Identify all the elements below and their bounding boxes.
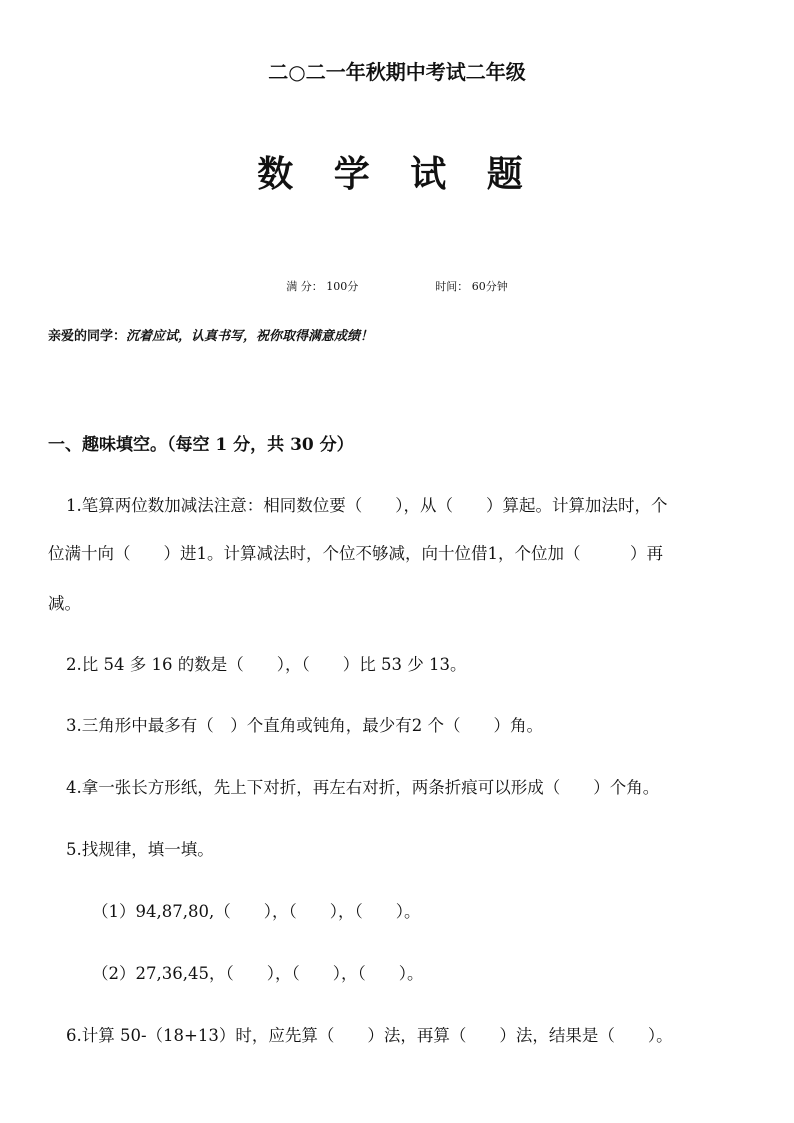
question-line: 1.笔算两位数加减法注意：相同数位要（ ），从（ ）算起。计算加法时，个	[66, 496, 668, 515]
exam-meta	[0, 278, 794, 294]
question-line: 4.拿一张长方形纸，先上下对折，再左右对折，两条折痕可以形成（ ）个角。	[66, 778, 660, 797]
greeting-message: 沉着应试，认真书写，祝你取得满意成绩！	[126, 329, 374, 344]
question-line: 减。	[48, 594, 81, 613]
question-line: 位满十向（ ）进1。计算减法时，个位不够减，向十位借1，个位加（ ）再	[48, 544, 663, 563]
question-line: 2.比 54 多 16 的数是（ ），（ ）比 53 少 13。	[66, 655, 467, 674]
greeting-label: 亲爱的同学：	[48, 329, 127, 344]
time-value: 60分钟	[471, 280, 508, 293]
question-line: 6.计算 50-（18+13）时，应先算（ ）法，再算（ ）法，结果是（ ）。	[66, 1026, 673, 1045]
question-line: 5.找规律，填一填。	[66, 840, 214, 859]
page-title: 数 学 试 题	[257, 154, 537, 195]
time-label: 时间：	[435, 280, 469, 293]
question-line: （1）94,87,80,（ ），（ ），（ ）。	[92, 902, 421, 921]
greeting	[48, 325, 373, 344]
question-line: （2）27,36,45，（ ），（ ），（ ）。	[92, 964, 424, 983]
question-line: 3.三角形中最多有（ ）个直角或钝角，最少有2 个（ ）角。	[66, 716, 543, 735]
section-heading: 一、趣味填空。（每空 1 分，共 30 分）	[48, 435, 354, 455]
score-label: 满 分：	[286, 280, 323, 293]
exam-header: 二○二一年秋期中考试二年级	[268, 60, 526, 84]
score-value: 100分	[326, 280, 359, 293]
